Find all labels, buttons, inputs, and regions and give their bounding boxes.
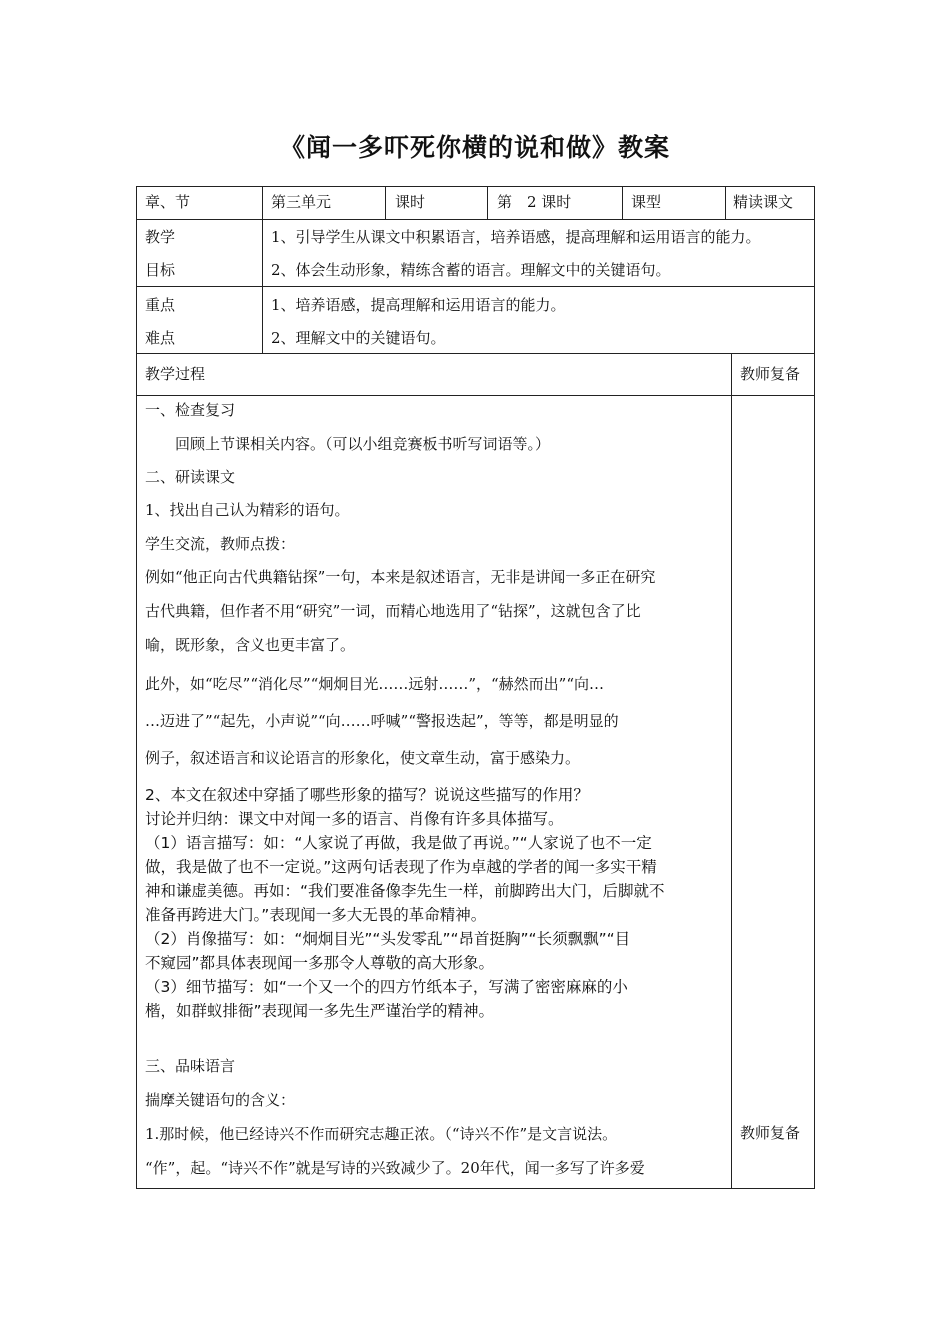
goals-label-line1: 教学 [145,228,176,246]
process-label: 教学过程 [145,365,206,383]
keypoints-label-line1: 重点 [145,296,176,314]
body-paragraph: 神和谦虚美德。再如：“我们要准备像李先生一样，前脚跨出大门，后脚就不 [145,882,665,900]
document-title: 《闻一多吓死你横的说和做》教案 [279,133,670,162]
section-heading: 三、品味语言 [145,1057,236,1075]
body-paragraph: 讨论并归纳：课文中对闻一多的语言、肖像有许多具体描写。 [145,810,564,828]
body-paragraph: 回顾上节课相关内容。（可以小组竞赛板书听写词语等。） [175,435,551,453]
row-divider [137,395,814,396]
body-paragraph: 古代典籍，但作者不用“研究”一词，而精心地选用了“钻探”，这就包含了比 [145,602,641,620]
process-side-label: 教师复备 [740,365,801,383]
column-divider [725,187,726,219]
body-paragraph: 揣摩关键语句的含义： [145,1091,296,1109]
body-paragraph: 2、本文在叙述中穿插了哪些形象的描写？说说这些描写的作用？ [145,786,589,804]
body-paragraph: （2）肖像描写：如：“炯炯目光”“头发零乱”“昂首挺胸”“长须飘飘”“目 [145,930,631,948]
body-paragraph: “作”，起。“诗兴不作”就是写诗的兴致减少了。20年代，闻一多写了许多爱 [145,1159,645,1177]
body-paragraph: 例如“他正向古代典籍钻探”一句，本来是叙述语言，无非是讲闻一多正在研究 [145,568,656,586]
body-paragraph: 1、找出自己认为精彩的语句。 [145,501,350,519]
body-paragraph: 此外，如“吃尽”“消化尽”“炯炯目光……远射……”，“赫然而出”“向… [145,675,605,693]
goals-label-line2: 目标 [145,261,176,279]
column-divider [262,187,263,353]
header-period-label: 课时 [395,193,426,211]
header-unit-value: 第三单元 [271,193,332,211]
body-paragraph: （3）细节描写：如“一个又一个的四方竹纸本子，写满了密密麻麻的小 [145,978,628,996]
header-type-value: 精读课文 [733,193,794,211]
section-heading: 一、检查复习 [145,401,236,419]
lesson-plan-table [136,186,815,1189]
body-paragraph: 例子，叙述语言和议论语言的形象化，使文章生动，富于感染力。 [145,749,581,767]
body-paragraph: 做，我是做了也不一定说。”这两句话表现了作为卓越的学者的闻一多实干精 [145,858,657,876]
body-paragraph: 1.那时候，他已经诗兴不作而研究志趣正浓。（“诗兴不作”是文言说法。 [145,1125,618,1143]
body-paragraph: 楷，如群蚁排衙”表现闻一多先生严谨治学的精神。 [145,1002,495,1020]
goal-item: 1、引导学生从课文中积累语言，培养语感，提高理解和运用语言的能力。 [271,228,761,246]
keypoint-item: 2、理解文中的关键语句。 [271,329,446,347]
body-paragraph: 喻，既形象，含义也更丰富了。 [145,636,356,654]
body-paragraph: （1）语言描写：如：“人家说了再做，我是做了再说。”“人家说了也不一定 [145,834,652,852]
row-divider [137,353,814,354]
column-divider [385,187,386,219]
header-period-value: 第 2 课时 [497,193,572,211]
keypoints-label-line2: 难点 [145,329,176,347]
side-note: 教师复备 [740,1124,801,1142]
goal-item: 2、体会生动形象，精练含蓄的语言。理解文中的关键语句。 [271,261,671,279]
row-divider [137,286,814,287]
body-paragraph: …迈进了”“起先，小声说”“向……呼喊”“警报迭起”，等等，都是明显的 [145,712,619,730]
body-paragraph: 不窥园”都具体表现闻一多那令人尊敬的高大形象。 [145,954,495,972]
section-heading: 二、研读课文 [145,468,236,486]
header-type-label: 课型 [631,193,662,211]
header-chapter-label: 章、节 [145,193,191,211]
body-paragraph: 准备再跨进大门。”表现闻一多大无畏的革命精神。 [145,906,487,924]
column-divider [487,187,488,219]
body-paragraph: 学生交流，教师点拨： [145,535,296,553]
column-divider [731,353,732,1188]
keypoint-item: 1、培养语感，提高理解和运用语言的能力。 [271,296,566,314]
column-divider [622,187,623,219]
row-divider [137,219,814,220]
